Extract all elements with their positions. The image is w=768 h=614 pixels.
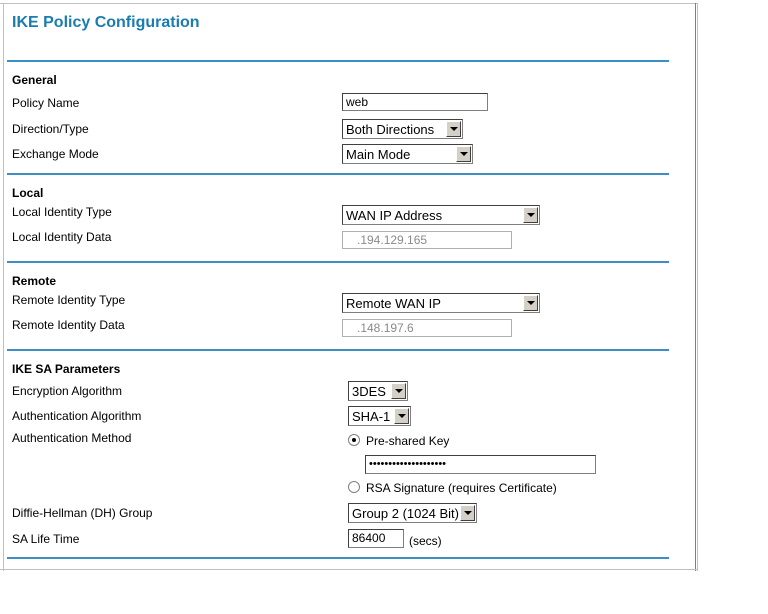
page-title: IKE Policy Configuration	[12, 14, 200, 31]
preshared-key-option[interactable]	[348, 434, 449, 448]
chevron-down-icon[interactable]	[523, 295, 538, 311]
preshared-key-radio[interactable]	[348, 434, 360, 446]
frame-top-border	[0, 3, 697, 4]
encryption-algorithm-value: 3DES	[352, 384, 386, 399]
encryption-algorithm-select[interactable]	[348, 381, 408, 401]
frame-left-border	[3, 3, 4, 571]
remote-identity-type-value: Remote WAN IP	[346, 296, 441, 311]
divider	[7, 557, 669, 559]
section-local-heading: Local	[12, 186, 44, 200]
remote-identity-data-label: Remote Identity Data	[12, 318, 125, 332]
section-ike-sa-heading: IKE SA Parameters	[12, 362, 121, 376]
preshared-key-input[interactable]: ••••••••••••••••••••	[365, 455, 596, 474]
divider	[7, 261, 669, 263]
authentication-algorithm-label: Authentication Algorithm	[12, 409, 142, 423]
rsa-signature-option[interactable]	[348, 481, 557, 495]
dh-group-value: Group 2 (1024 Bit)	[352, 506, 459, 521]
chevron-down-icon[interactable]	[446, 121, 461, 137]
chevron-down-icon[interactable]	[460, 505, 475, 521]
chevron-down-icon[interactable]	[394, 408, 409, 424]
divider	[7, 60, 669, 62]
preshared-key-radio-label: Pre-shared Key	[366, 434, 450, 448]
chevron-down-icon[interactable]	[523, 207, 538, 223]
direction-type-select[interactable]	[342, 119, 463, 139]
section-general-heading: General	[12, 73, 57, 87]
authentication-algorithm-select[interactable]	[348, 406, 411, 426]
rsa-signature-radio[interactable]	[348, 481, 360, 493]
exchange-mode-label: Exchange Mode	[12, 147, 99, 161]
authentication-algorithm-value: SHA-1	[352, 409, 391, 424]
frame-right-border-outer	[697, 3, 698, 571]
dh-group-label: Diffie-Hellman (DH) Group	[12, 506, 153, 520]
local-identity-data-label: Local Identity Data	[12, 230, 112, 244]
policy-name-input[interactable]: web	[342, 93, 488, 111]
local-identity-data-input[interactable]: .194.129.165	[342, 231, 512, 249]
remote-identity-data-input[interactable]: .148.197.6	[342, 319, 512, 337]
divider	[7, 173, 669, 175]
sa-lifetime-units: (secs)	[409, 534, 442, 548]
local-identity-type-value: WAN IP Address	[346, 208, 443, 223]
direction-type-value: Both Directions	[346, 122, 435, 137]
local-identity-type-label: Local Identity Type	[12, 205, 112, 219]
frame-right-border	[695, 3, 696, 571]
local-identity-type-select[interactable]	[342, 205, 540, 225]
rsa-signature-radio-label: RSA Signature (requires Certificate)	[366, 481, 557, 495]
sa-lifetime-input[interactable]: 86400	[348, 529, 404, 548]
chevron-down-icon[interactable]	[391, 383, 406, 399]
policy-name-label: Policy Name	[12, 96, 80, 110]
authentication-method-label: Authentication Method	[12, 431, 132, 445]
divider	[7, 349, 669, 351]
direction-type-label: Direction/Type	[12, 122, 89, 136]
exchange-mode-select[interactable]	[342, 144, 473, 164]
chevron-down-icon[interactable]	[456, 146, 471, 162]
frame-bottom-border	[0, 569, 697, 570]
remote-identity-type-label: Remote Identity Type	[12, 293, 126, 307]
exchange-mode-value: Main Mode	[346, 147, 411, 162]
encryption-algorithm-label: Encryption Algorithm	[12, 384, 123, 398]
sa-lifetime-label: SA Life Time	[12, 532, 80, 546]
section-remote-heading: Remote	[12, 274, 57, 288]
remote-identity-type-select[interactable]	[342, 293, 540, 313]
dh-group-select[interactable]	[348, 503, 477, 523]
